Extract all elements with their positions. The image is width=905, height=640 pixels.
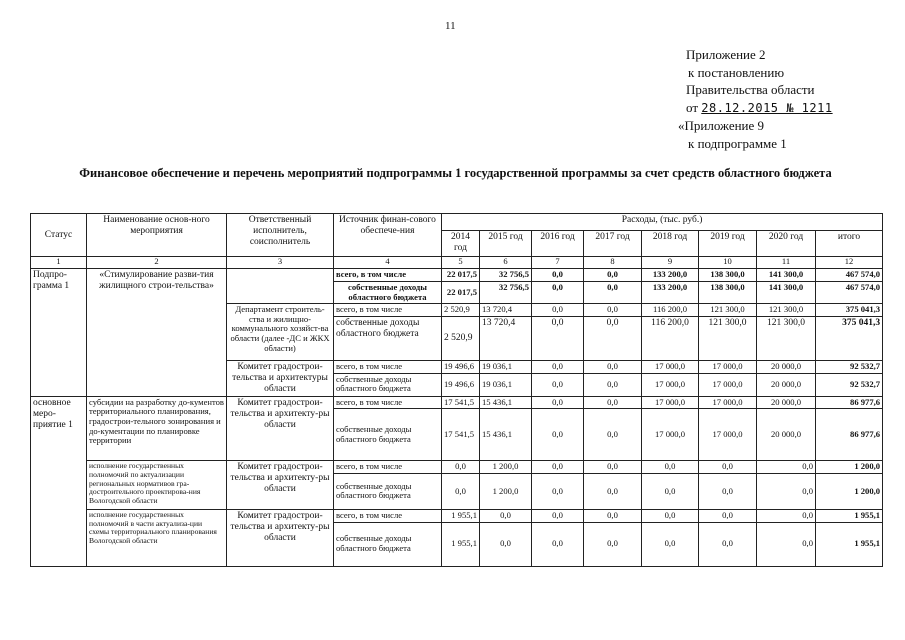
approval-line-1: Приложение 2 xyxy=(686,47,766,62)
source-cell: всего, в том числе xyxy=(334,360,442,373)
value-cell: 0,0 xyxy=(699,522,757,566)
value-cell: 17 000,0 xyxy=(699,409,757,461)
value-cell: 0,0 xyxy=(584,269,642,282)
finance-table xyxy=(30,213,883,567)
source-cell: всего, в том числе xyxy=(334,304,442,317)
value-cell: 0,0 xyxy=(699,461,757,474)
source-cell: собственные доходы областного бюджета xyxy=(334,473,442,509)
value-cell: 0,0 xyxy=(642,473,699,509)
document-title: Финансовое обеспечение и перечень мероприятий подпрограммы 1 государственной программы за счет средств областного бюджета xyxy=(79,166,832,180)
source-cell: собственные доходы областного бюджета xyxy=(334,522,442,566)
value-cell: 1 955,1 xyxy=(442,509,480,522)
value-cell: 2 520,9 xyxy=(442,316,480,360)
value-cell: 32 756,5 xyxy=(480,282,532,304)
source-cell: собственные доходы областного бюджета xyxy=(334,282,442,304)
value-cell: 0,0 xyxy=(532,282,584,304)
header-year: 2019 год xyxy=(699,231,757,257)
page-number: 11 xyxy=(445,20,456,32)
approval-line-3: Правительства области xyxy=(686,82,815,97)
total-cell: 1 200,0 xyxy=(816,473,883,509)
name-cell: исполнение государственных полномочий в части актуализа-ции схемы территориального планирования Вологодской области xyxy=(87,509,227,566)
status-cell: основное меро-приятие 1 xyxy=(31,396,87,566)
value-cell: 0,0 xyxy=(532,509,584,522)
value-cell: 17 000,0 xyxy=(642,373,699,396)
value-cell: 15 436,1 xyxy=(480,409,532,461)
table-row xyxy=(31,396,883,409)
value-cell: 0,0 xyxy=(584,522,642,566)
total-cell: 375 041,3 xyxy=(816,316,883,360)
index-cell: 10 xyxy=(699,257,757,269)
index-cell: 3 xyxy=(227,257,334,269)
index-cell: 2 xyxy=(87,257,227,269)
total-cell: 86 977,6 xyxy=(816,409,883,461)
value-cell: 17 000,0 xyxy=(699,396,757,409)
value-cell: 0,0 xyxy=(480,522,532,566)
value-cell: 0,0 xyxy=(532,360,584,373)
approval-block xyxy=(678,46,833,152)
source-cell: всего, в том числе xyxy=(334,396,442,409)
value-cell: 141 300,0 xyxy=(757,282,816,304)
value-cell: 32 756,5 xyxy=(480,269,532,282)
value-cell: 1 200,0 xyxy=(480,461,532,474)
value-cell: 141 300,0 xyxy=(757,269,816,282)
value-cell: 0,0 xyxy=(584,373,642,396)
value-cell: 19 036,1 xyxy=(480,360,532,373)
header-row-1 xyxy=(31,214,883,231)
value-cell: 133 200,0 xyxy=(642,282,699,304)
value-cell: 138 300,0 xyxy=(699,282,757,304)
value-cell: 0,0 xyxy=(584,304,642,317)
value-cell: 17 000,0 xyxy=(642,360,699,373)
value-cell: 133 200,0 xyxy=(642,269,699,282)
index-cell: 4 xyxy=(334,257,442,269)
header-total: итого xyxy=(816,231,883,257)
value-cell: 0,0 xyxy=(584,282,642,304)
value-cell: 0,0 xyxy=(584,409,642,461)
value-cell: 0,0 xyxy=(642,509,699,522)
header-expenses: Расходы, (тыс. руб.) xyxy=(442,214,883,231)
value-cell: 20 000,0 xyxy=(757,360,816,373)
name-cell: исполнение государственных полномочий по актуализации региональных нормативов гра-достроительного проектирова-ния Вологодской области xyxy=(87,461,227,510)
name-cell: субсидии на разработку до-кументов территориального планирования, градострои-тельного зонирования и до-кументации по планировке территории xyxy=(87,396,227,461)
value-cell: 0,0 xyxy=(642,522,699,566)
value-cell: 1 955,1 xyxy=(442,522,480,566)
source-cell: всего, в том числе xyxy=(334,269,442,282)
index-cell: 11 xyxy=(757,257,816,269)
index-cell: 12 xyxy=(816,257,883,269)
index-cell: 8 xyxy=(584,257,642,269)
approval-line-2: к постановлению xyxy=(688,64,785,80)
value-cell: 0,0 xyxy=(757,509,816,522)
source-cell: собственные доходы областного бюджета xyxy=(334,316,442,360)
value-cell: 19 496,6 xyxy=(442,373,480,396)
value-cell: 19 036,1 xyxy=(480,373,532,396)
index-cell: 1 xyxy=(31,257,87,269)
header-status: Статус xyxy=(31,214,87,257)
value-cell: 0,0 xyxy=(757,473,816,509)
total-cell: 375 041,3 xyxy=(816,304,883,317)
header-source: Источник финан-сового обеспече-ния xyxy=(334,214,442,257)
index-cell: 6 xyxy=(480,257,532,269)
header-year: 2017 год xyxy=(584,231,642,257)
value-cell: 121 300,0 xyxy=(699,304,757,317)
total-cell: 1 955,1 xyxy=(816,522,883,566)
value-cell: 0,0 xyxy=(584,316,642,360)
index-row xyxy=(31,257,883,269)
value-cell: 17 000,0 xyxy=(699,373,757,396)
header-name: Наименование основ-ного мероприятия xyxy=(87,214,227,257)
executor-cell: Комитет градострои-тельства и архитекту-ры области xyxy=(227,461,334,510)
value-cell: 0,0 xyxy=(584,360,642,373)
value-cell: 0,0 xyxy=(532,304,584,317)
value-cell: 0,0 xyxy=(480,509,532,522)
value-cell: 0,0 xyxy=(532,396,584,409)
value-cell: 22 017,5 xyxy=(442,269,480,282)
header-year: 2016 год xyxy=(532,231,584,257)
executor-cell: Комитет градострои-тельства и архитектуры области xyxy=(227,360,334,396)
value-cell: 13 720,4 xyxy=(480,316,532,360)
index-cell: 7 xyxy=(532,257,584,269)
executor-cell: Комитет градострои-тельства и архитекту-ры области xyxy=(227,396,334,461)
value-cell: 0,0 xyxy=(532,409,584,461)
value-cell: 121 300,0 xyxy=(757,304,816,317)
value-cell: 0,0 xyxy=(532,373,584,396)
total-cell: 86 977,6 xyxy=(816,396,883,409)
value-cell: 0,0 xyxy=(584,509,642,522)
executor-cell: Комитет градострои-тельства и архитекту-ры области xyxy=(227,509,334,566)
approval-date-stamp: 28.12.2015 № 1211 xyxy=(701,100,833,115)
value-cell: 0,0 xyxy=(442,473,480,509)
table-row xyxy=(31,461,883,474)
value-cell: 0,0 xyxy=(532,316,584,360)
total-cell: 92 532,7 xyxy=(816,360,883,373)
value-cell: 116 200,0 xyxy=(642,304,699,317)
source-cell: собственные доходы областного бюджета xyxy=(334,409,442,461)
value-cell: 22 017,5 xyxy=(442,282,480,304)
header-year: 2014 год xyxy=(442,231,480,257)
value-cell: 121 300,0 xyxy=(699,316,757,360)
value-cell: 0,0 xyxy=(584,473,642,509)
executor-cell: Департамент строитель-ства и жилищно-коммунального хозяйст-ва области (далее -ДС и ЖКХ области) xyxy=(227,304,334,361)
table-row xyxy=(31,509,883,522)
value-cell: 121 300,0 xyxy=(757,316,816,360)
value-cell: 2 520,9 xyxy=(442,304,480,317)
finance-table-wrapper xyxy=(30,213,883,567)
value-cell: 0,0 xyxy=(584,396,642,409)
table-row xyxy=(31,269,883,282)
value-cell: 17 000,0 xyxy=(699,360,757,373)
header-year: 2015 год xyxy=(480,231,532,257)
value-cell: 0,0 xyxy=(757,461,816,474)
value-cell: 0,0 xyxy=(532,269,584,282)
header-year: 2020 год xyxy=(757,231,816,257)
approval-line-6: к подпрограмме 1 xyxy=(688,135,787,151)
value-cell: 0,0 xyxy=(584,461,642,474)
approval-date-prefix: от xyxy=(686,99,699,115)
value-cell: 0,0 xyxy=(442,461,480,474)
header-year: 2018 год xyxy=(642,231,699,257)
value-cell: 19 496,6 xyxy=(442,360,480,373)
value-cell: 20 000,0 xyxy=(757,396,816,409)
value-cell: 0,0 xyxy=(532,473,584,509)
value-cell: 0,0 xyxy=(532,522,584,566)
value-cell: 0,0 xyxy=(699,509,757,522)
value-cell: 138 300,0 xyxy=(699,269,757,282)
source-cell: всего, в том числе xyxy=(334,461,442,474)
header-executor: Ответственный исполнитель, соисполнитель xyxy=(227,214,334,257)
source-cell: всего, в том числе xyxy=(334,509,442,522)
value-cell: 0,0 xyxy=(757,522,816,566)
value-cell: 0,0 xyxy=(699,473,757,509)
value-cell: 0,0 xyxy=(642,461,699,474)
value-cell: 20 000,0 xyxy=(757,409,816,461)
total-cell: 467 574,0 xyxy=(816,269,883,282)
value-cell: 13 720,4 xyxy=(480,304,532,317)
value-cell: 0,0 xyxy=(532,461,584,474)
total-cell: 1 200,0 xyxy=(816,461,883,474)
total-cell: 467 574,0 xyxy=(816,282,883,304)
value-cell: 116 200,0 xyxy=(642,316,699,360)
status-cell: Подпро-грамма 1 xyxy=(31,269,87,397)
value-cell: 17 541,5 xyxy=(442,396,480,409)
total-cell: 92 532,7 xyxy=(816,373,883,396)
approval-line-5: «Приложение 9 xyxy=(678,118,765,133)
value-cell: 17 541,5 xyxy=(442,409,480,461)
name-cell: «Стимулирование разви-тия жилищного строи-тельства» xyxy=(87,269,227,397)
executor-cell xyxy=(227,269,334,304)
value-cell: 20 000,0 xyxy=(757,373,816,396)
index-cell: 5 xyxy=(442,257,480,269)
source-cell: собственные доходы областного бюджета xyxy=(334,373,442,396)
index-cell: 9 xyxy=(642,257,699,269)
value-cell: 17 000,0 xyxy=(642,409,699,461)
total-cell: 1 955,1 xyxy=(816,509,883,522)
value-cell: 1 200,0 xyxy=(480,473,532,509)
value-cell: 17 000,0 xyxy=(642,396,699,409)
value-cell: 15 436,1 xyxy=(480,396,532,409)
